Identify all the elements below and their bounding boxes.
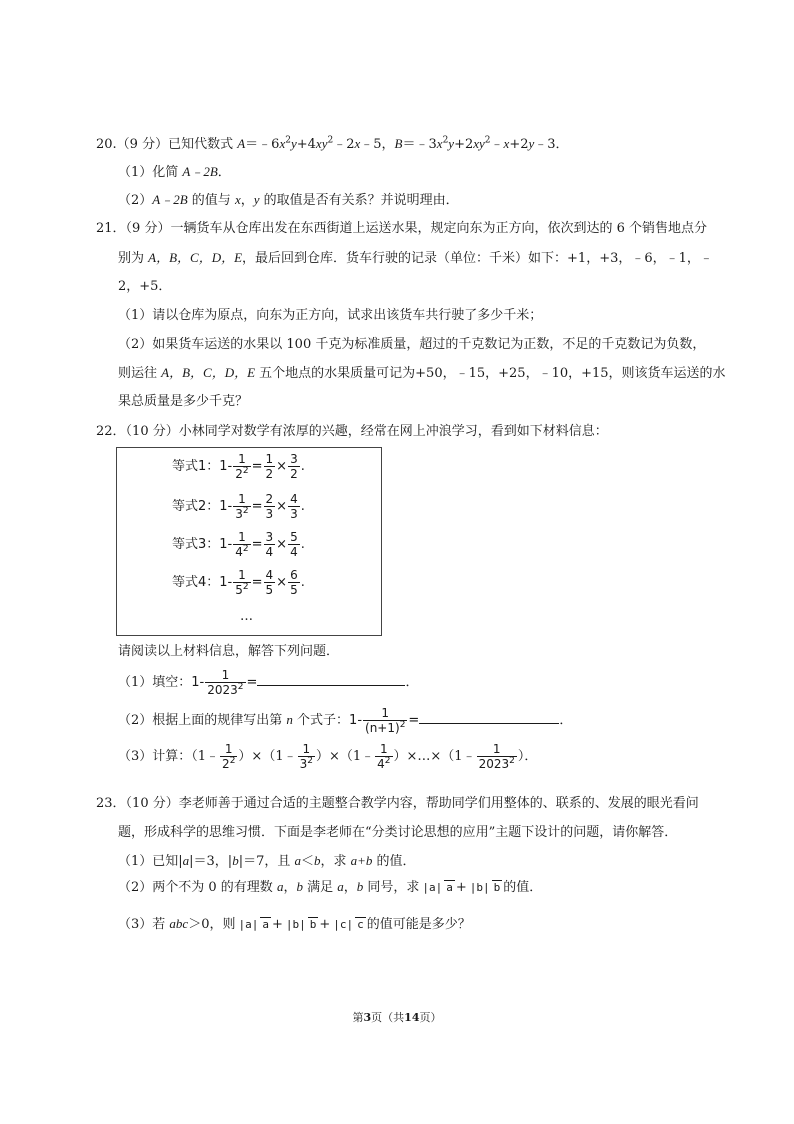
fraction: |b| b [469,880,501,894]
fraction: |b| b [285,917,317,931]
q20-part2: （2）A﹣2B 的值与 x，y 的取值是否有关系？并说明理由． [118,192,459,208]
fraction: $\frac{5}{4}$ [290,530,298,559]
fraction: $\frac{1}{2023^2}$ [478,742,515,771]
fraction: $\frac{6}{5}$ [290,568,298,597]
fraction: $\frac{1}{4^2}$ [235,530,249,559]
q20-stem: 20.（9 分）已知代数式 $A=﹣6x^2y+4xy^2﹣2x﹣5$，$B=﹣3x^2y+2xy^2﹣x+2y﹣3$． [96,135,569,152]
equation-1: 等式1：1- $\frac{1}{2^2}$ = $\frac{1}{2}$ × $\frac{3}{2}$ . [172,452,305,481]
fraction: $\frac{1}{2^2}$ [222,742,236,771]
q22-part2: （2）根据上面的规律写出第 n 个式子：1- $\frac{1}{(n+1)^2}$ = ． [118,706,573,735]
q23-part3: （3）若 abc＞0，则 |a| a + |b| b + |c| c 的值可能是多少？ [118,916,471,932]
fraction: $\frac{1}{2023^2}$ [207,668,244,697]
q23-part1: （1）已知|a|＝3，|b|＝7，且 a＜b，求 a+b 的值． [118,853,416,869]
fraction: $\frac{1}{5^2}$ [235,568,249,597]
equation-4: 等式4：1- $\frac{1}{5^2}$ = $\frac{4}{5}$ × $\frac{6}{5}$ . [172,568,305,597]
equation-2: 等式2：1- $\frac{1}{3^2}$ = $\frac{2}{3}$ × $\frac{4}{3}$ . [172,492,305,521]
q21-part2-line1: （2）如果货车运送的水果以 100 千克为标准质量，超过的千克数记为正数，不足的千克数记为负数， [118,337,706,352]
fraction: $\frac{1}{2^2}$ [235,452,249,481]
q21-part2-line2: 则运往 A，B，C，D，E 五个地点的水果质量可记为+50，﹣15，+25，﹣10，+15，则该货车运送的水 [118,365,726,381]
q22-instruction: 请阅读以上材料信息，解答下列问题． [118,644,340,659]
answer-blank[interactable] [257,673,405,686]
q23-stem-line1: 23．（10 分）李老师善于通过合适的主题整合教学内容，帮助同学们用整体的、联系的、发展的眼光看问 [96,796,699,811]
ellipsis: … [240,609,253,624]
fraction: $\frac{3}{2}$ [290,452,298,481]
q23-part2: （2）两个不为 0 的有理数 a，b 满足 a，b 同号，求 |a| a + |b| b 的值． [118,879,543,895]
q23-stem-line2: 题，形成科学的思维习惯．下面是李老师在“分类讨论思想的应用”主题下设计的问题，请你解答． [118,825,678,840]
fraction: $\frac{4}{5}$ [265,568,274,597]
q21-part1: （1）请以仓库为原点，向东为正方向，试求出该货车共行驶了多少千米； [118,308,543,323]
equation-3: 等式3：1- $\frac{1}{4^2}$ = $\frac{3}{4}$ × $\frac{5}{4}$ . [172,530,305,559]
q21-stem-line1: 21．（9 分）一辆货车从仓库出发在东西街道上运送水果，规定向东为正方向，依次到达的 6 个销售地点分 [96,221,707,236]
q22-part3: （3）计算：（1﹣ $\frac{1}{2^2}$ ）×（1﹣ $\frac{1}{3^2}$ ）×（1﹣ $\frac{1}{4^2}$ ）×…×（1﹣ $\frac{1}{2023^2}$ ）． [118,742,538,771]
fraction: |a| a [238,917,269,931]
answer-blank[interactable] [419,711,559,724]
fraction: $\frac{3}{4}$ [265,530,274,559]
q21-stem-line2: 别为 A，B，C，D，E，最后回到仓库．货车行驶的记录（单位：千米）如下：+1，+3，﹣6，﹣1，﹣ [118,250,713,266]
page-footer: 第3页（共14页） [352,1011,442,1024]
q22-part1: （1）填空：1- $\frac{1}{2023^2}$ = ． [118,668,419,697]
fraction: $\frac{1}{3^2}$ [299,742,313,771]
fraction: $\frac{1}{2}$ [265,452,274,481]
q21-stem-line3: 2，+5． [118,279,172,294]
fraction: |a| a [422,880,453,894]
q21-part2-line3: 果总质量是多少千克？ [118,394,249,409]
q22-stem: 22．（10 分）小林同学对数学有浓厚的兴趣，经常在网上冲浪学习，看到如下材料信息： [96,424,608,439]
fraction: $\frac{2}{3}$ [265,492,274,521]
fraction: $\frac{1}{3^2}$ [235,492,249,521]
fraction: $\frac{1}{4^2}$ [377,742,391,771]
fraction: $\frac{1}{(n+1)^2}$ [365,706,406,735]
q20-part1: （1）化简 A﹣2B． [118,164,231,180]
fraction: $\frac{4}{3}$ [290,492,298,521]
fraction: |c| c [333,917,364,931]
